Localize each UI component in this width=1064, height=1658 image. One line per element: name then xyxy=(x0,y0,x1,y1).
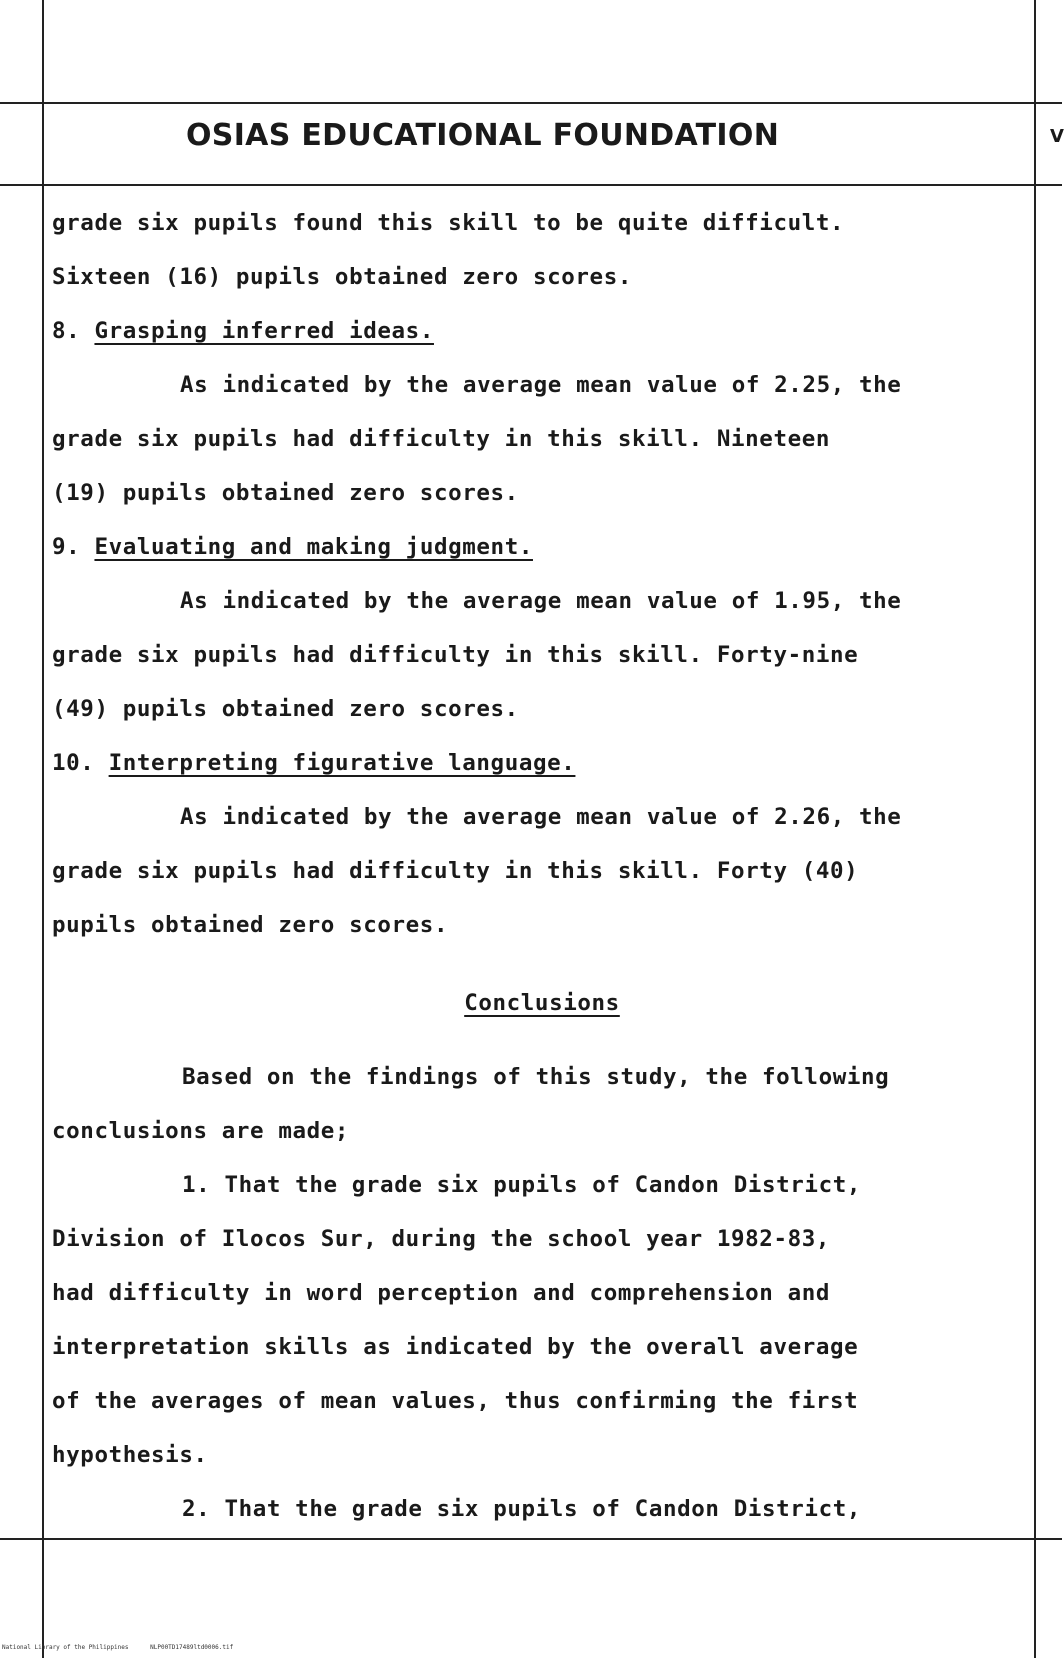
text-line: 1. That the grade six pupils of Candon District, xyxy=(182,1172,862,1198)
right-margin-rule xyxy=(1034,0,1036,1658)
text-line: grade six pupils had difficulty in this skill. Nineteen xyxy=(52,426,831,452)
section-heading xyxy=(52,976,1032,1030)
text-line: Division of Ilocos Sur, during the school year 1982-83, xyxy=(52,1226,831,1252)
text-line: As indicated by the average mean value of 2.26, the xyxy=(180,804,902,830)
item-10-heading xyxy=(52,736,1032,790)
header-top-rule xyxy=(0,102,1062,104)
document-body xyxy=(52,196,1032,1536)
item-title: Evaluating and making judgment. xyxy=(94,534,533,560)
text-line: conclusions are made; xyxy=(52,1118,350,1144)
header-bottom-rule xyxy=(0,184,1062,186)
text-line: grade six pupils found this skill to be quite difficult. xyxy=(52,210,845,236)
footer-file: NLP00TD17489ltd0006.tif xyxy=(150,1644,234,1651)
text-line: interpretation skills as indicated by the overall average xyxy=(52,1334,859,1360)
page-title: OSIAS EDUCATIONAL FOUNDATION xyxy=(186,118,780,153)
item-8-heading xyxy=(52,304,1032,358)
text-line: Sixteen (16) pupils obtained zero scores. xyxy=(52,264,632,290)
item-number: 10. xyxy=(52,750,95,776)
text-line: grade six pupils had difficulty in this skill. Forty (40) xyxy=(52,858,859,884)
text-line: As indicated by the average mean value of 1.95, the xyxy=(180,588,902,614)
item-number: 8. xyxy=(52,318,81,344)
text-line: (49) pupils obtained zero scores. xyxy=(52,696,519,722)
edge-mark: V xyxy=(1050,126,1064,147)
left-margin-rule xyxy=(42,0,44,1658)
scan-footer xyxy=(2,1644,233,1651)
text-line: 2. That the grade six pupils of Candon District, xyxy=(182,1496,862,1522)
text-line: hypothesis. xyxy=(52,1442,208,1468)
footer-source: National Library of the Philippines xyxy=(2,1644,129,1651)
footer-rule xyxy=(0,1538,1062,1540)
text-line: pupils obtained zero scores. xyxy=(52,912,449,938)
text-line: of the averages of mean values, thus confirming the first xyxy=(52,1388,859,1414)
text-line: Based on the findings of this study, the following xyxy=(182,1064,890,1090)
conclusions-heading: Conclusions xyxy=(464,990,620,1016)
text-line: grade six pupils had difficulty in this skill. Forty-nine xyxy=(52,642,859,668)
text-line: (19) pupils obtained zero scores. xyxy=(52,480,519,506)
item-9-heading xyxy=(52,520,1032,574)
text-line: As indicated by the average mean value of 2.25, the xyxy=(180,372,902,398)
item-number: 9. xyxy=(52,534,81,560)
item-title: Grasping inferred ideas. xyxy=(94,318,434,344)
text-line: had difficulty in word perception and comprehension and xyxy=(52,1280,831,1306)
item-title: Interpreting figurative language. xyxy=(108,750,576,776)
